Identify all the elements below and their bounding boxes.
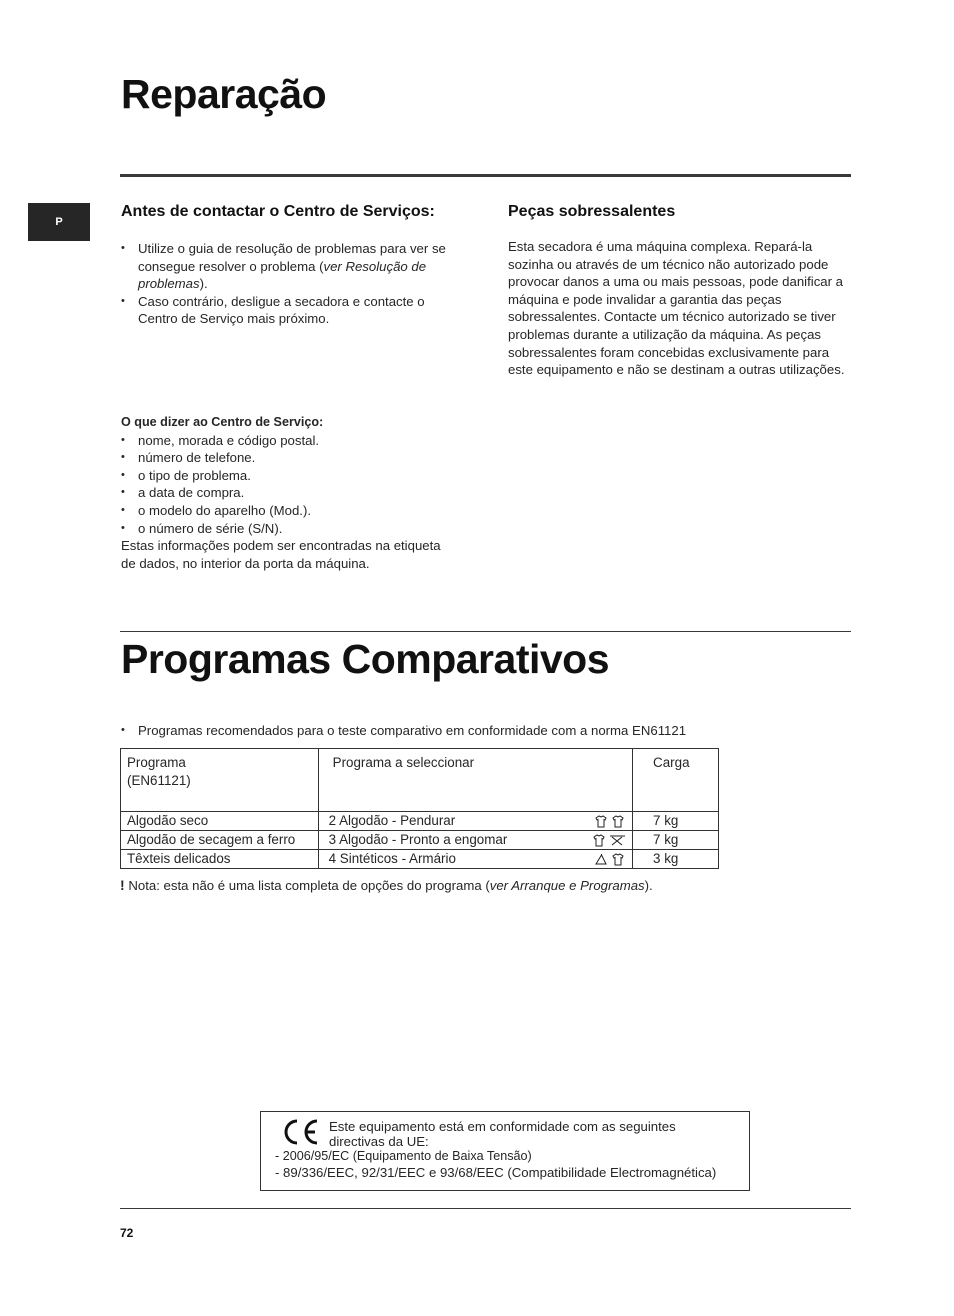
- cell-load: 3 kg: [633, 850, 719, 869]
- care-symbols: [592, 834, 626, 847]
- table-header-row: [121, 749, 719, 812]
- page-number: 72: [120, 1226, 134, 1240]
- list-item: • o tipo de problema.: [121, 467, 461, 485]
- language-tab: P: [28, 203, 90, 241]
- cell-program: Têxteis delicados: [121, 850, 319, 869]
- before-contact-heading: Antes de contactar o Centro de Serviços:: [121, 203, 435, 220]
- table-row: [121, 850, 719, 869]
- programs-note: ! Nota: esta não é uma lista completa de opções do programa (ver Arranque e Programas).: [120, 877, 653, 893]
- before-contact-list: [121, 240, 456, 328]
- list-item: • a data de compra.: [121, 484, 461, 502]
- header-select: Programa a seleccionar: [318, 749, 632, 812]
- what-to-say-footer: Estas informações podem ser encontradas na etiqueta de dados, no interior da porta da máquina.: [121, 538, 441, 571]
- ce-intro: Este equipamento está em conformidade com as seguintes directivas da UE:: [329, 1119, 676, 1149]
- care-symbols: [594, 853, 626, 866]
- shirt-icon: [594, 815, 609, 828]
- cell-select: 4 Sintéticos - Armário: [318, 850, 632, 869]
- table-row: [121, 812, 719, 831]
- what-to-say-heading: O que dizer ao Centro de Serviço:: [121, 415, 324, 429]
- what-to-say-list: [121, 432, 461, 538]
- ce-conformity-box: [260, 1111, 750, 1191]
- ce-directives: - 2006/95/EC (Equipamento de Baixa Tensão) - 89/336/EEC, 92/31/EEC e 93/68/EEC (Compatibilidade Electromagnética): [275, 1149, 717, 1180]
- list-item: • Caso contrário, desligue a secadora e contacte o Centro de Serviço mais próximo.: [121, 293, 456, 328]
- title-divider: [120, 174, 851, 177]
- cell-load: 7 kg: [633, 831, 719, 850]
- cell-select: 2 Algodão - Pendurar: [318, 812, 632, 831]
- spare-parts-text: Esta secadora é uma máquina complexa. Repará-la sozinha ou através de um técnico não autorizado pode provocar danos a uma ou mais pessoas, pode danificar a máquina e pode invalidar a garantia das peças sobressalentes. Contacte um técnico autorizado se tiver problemas durante a utilização da máquina. As peças sobressalentes foram concebidas exclusivamente para este equipamento e não se destinam a outras utilizações.: [508, 239, 845, 378]
- before-contact-section: [121, 203, 456, 328]
- programs-reference: ver Arranque e Programas: [489, 878, 645, 893]
- troubleshooting-reference: ver Resolução de problemas: [138, 258, 427, 292]
- header-program: Programa (EN61121): [121, 749, 319, 812]
- table-row: [121, 831, 719, 850]
- cell-load: 7 kg: [633, 812, 719, 831]
- section-divider: [120, 631, 851, 632]
- shirt-icon: [592, 834, 607, 847]
- list-item: • número de telefone.: [121, 449, 461, 467]
- cell-program: Algodão seco: [121, 812, 319, 831]
- ce-mark-logo: [281, 1117, 321, 1150]
- header-load: Carga: [633, 749, 719, 812]
- list-item: • Programas recomendados para o teste comparativo em conformidade com a norma EN61121: [121, 722, 761, 740]
- shirt-icon: [611, 815, 626, 828]
- list-item: • o modelo do aparelho (Mod.).: [121, 502, 461, 520]
- comparative-bullet-list: [121, 722, 761, 740]
- care-symbols: [594, 815, 626, 828]
- comparative-programs-table: [120, 748, 719, 869]
- spare-parts-section: [508, 203, 850, 379]
- cell-program: Algodão de secagem a ferro: [121, 831, 319, 850]
- shirt-icon: [611, 853, 626, 866]
- hanger-icon: [594, 853, 609, 866]
- list-item: • Utilize o guia de resolução de problemas para ver se consegue resolver o problema (ver Resolução de problemas).: [121, 240, 456, 293]
- list-item: • o número de série (S/N).: [121, 520, 461, 538]
- spare-parts-heading: Peças sobressalentes: [508, 203, 676, 220]
- footer-divider: [120, 1208, 851, 1209]
- iron-icon: [609, 834, 626, 847]
- what-to-say-section: [121, 414, 461, 572]
- page-title: Reparação: [121, 71, 327, 117]
- cell-select: 3 Algodão - Pronto a engomar: [318, 831, 632, 850]
- comparative-title: Programas Comparativos: [121, 636, 610, 682]
- list-item: • nome, morada e código postal.: [121, 432, 461, 450]
- warning-mark: !: [120, 877, 125, 893]
